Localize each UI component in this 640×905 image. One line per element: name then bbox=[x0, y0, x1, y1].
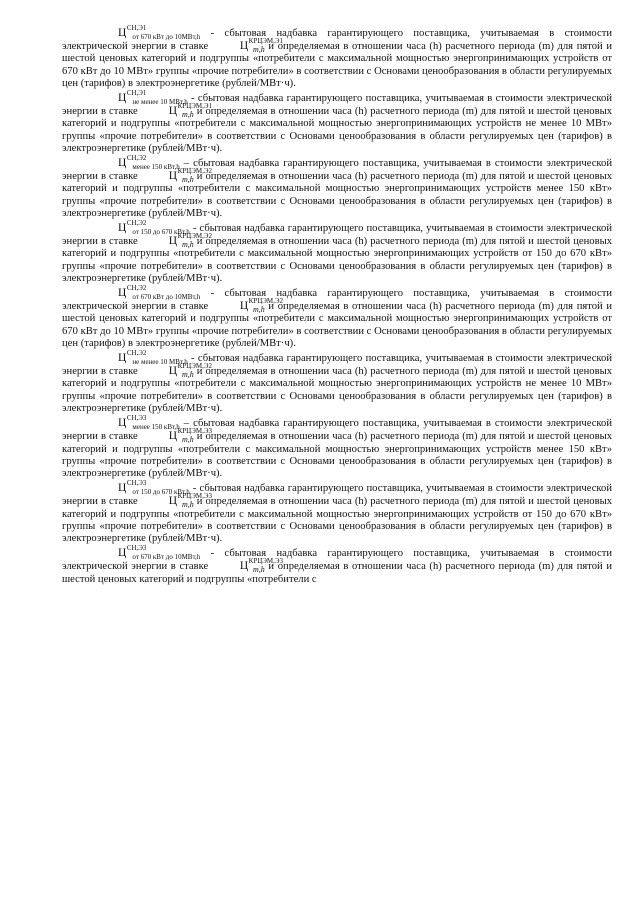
rate-symbol-superscript: КРЦЭМ,Э3 bbox=[248, 557, 283, 566]
symbol-subscript: от 670 кВт до 10МВт,h bbox=[132, 293, 201, 302]
definition-tail-text: и определяемая в отношении часа (h) расчетного периода (m) для пятой и шестой ценовых категорий и подгруппы «потребители с максимальной мощностью энергопринимающих устройств не менее 10 МВт» группы «прочие потребители» в соответствии с Основами ценообразования в области регулируемых цен (тарифов) в электроэнергетике (рублей/МВт·ч). bbox=[62, 106, 612, 154]
symbol-subscript: не менее 10 МВт,h bbox=[132, 358, 188, 367]
definition-text: сбытовая надбавка гарантирующего поставщика, учитываемая в стоимости электрической энергии в ставке bbox=[62, 548, 612, 573]
tariff-symbol bbox=[90, 219, 190, 237]
rate-symbol-base: Ц bbox=[168, 365, 178, 378]
symbol-subscript: менее 150 кВт,h bbox=[132, 163, 180, 172]
rate-symbol bbox=[212, 557, 283, 575]
symbol-subscript: от 670 кВт до 10МВт,h bbox=[132, 553, 201, 562]
definition-dash: - bbox=[210, 548, 215, 560]
tariff-symbol bbox=[90, 349, 188, 367]
symbol-base: Ц bbox=[118, 27, 127, 39]
definition-paragraph bbox=[62, 25, 612, 90]
rate-symbol-subscript: m,h bbox=[253, 565, 265, 575]
symbol-base: Ц bbox=[118, 157, 127, 170]
definition-text: сбытовая надбавка гарантирующего поставщика, учитываемая в стоимости электрической энергии в ставке bbox=[62, 158, 612, 183]
definition-dash: - bbox=[210, 288, 215, 300]
definition-tail-text: и определяемая в отношении часа (h) расчетного периода (m) для пятой и шестой ценовых категорий и подгруппы «потребители с максимальной мощностью энергопринимающих устройств от 150 до 670 кВт» группы «прочие потребители» в соответствии с Основами ценообразования в области регулируемых цен (тарифов) в электроэнергетике (рублей/МВт·ч). bbox=[62, 236, 612, 284]
rate-symbol-base: Ц bbox=[168, 430, 178, 443]
symbol-subscript: от 150 до 670 кВт,h bbox=[132, 488, 190, 497]
rate-symbol-base: Ц bbox=[168, 170, 178, 183]
definition-tail-text: и определяемая в отношении часа (h) расчетного периода (m) для пятой и шестой ценовых категорий и подгруппы «потребители с bbox=[62, 561, 612, 585]
definition-paragraph bbox=[62, 220, 612, 285]
rate-symbol-base: Ц bbox=[168, 235, 178, 248]
definition-tail-text: и определяемая в отношении часа (h) расчетного периода (m) для пятой и шестой ценовых категорий и подгруппы «потребители с максимальной мощностью энергопринимающих устройств от 670 кВт до 10 МВт» группы «прочие потребители» в соответствии с Основами ценообразования в области регулируемых цен (тарифов) в электроэнергетике (рублей/МВт·ч). bbox=[62, 41, 612, 89]
symbol-superscript: СН,Э3 bbox=[126, 479, 147, 488]
tariff-symbol bbox=[90, 284, 201, 302]
rate-symbol bbox=[141, 102, 212, 120]
symbol-subscript: от 150 до 670 кВт,h bbox=[132, 228, 190, 237]
symbol-base: Ц bbox=[118, 352, 127, 365]
rate-symbol-base: Ц bbox=[239, 560, 249, 573]
definition-dash: - bbox=[192, 483, 197, 495]
rate-symbol bbox=[212, 37, 283, 55]
symbol-superscript: СН,Э1 bbox=[126, 89, 147, 98]
rate-symbol-subscript: m,h bbox=[253, 45, 265, 55]
rate-symbol bbox=[212, 297, 283, 315]
rate-symbol-superscript: КРЦЭМ,Э2 bbox=[177, 232, 212, 241]
rate-symbol bbox=[141, 427, 212, 445]
definition-paragraph bbox=[62, 155, 612, 220]
symbol-base: Ц bbox=[118, 482, 127, 495]
rate-symbol-base: Ц bbox=[168, 105, 178, 118]
symbol-base: Ц bbox=[118, 92, 127, 105]
definition-paragraph bbox=[62, 415, 612, 480]
symbol-base: Ц bbox=[118, 417, 127, 430]
tariff-symbol bbox=[90, 479, 190, 497]
tariff-symbol bbox=[90, 414, 180, 432]
symbol-base: Ц bbox=[118, 287, 127, 300]
definition-text: сбытовая надбавка гарантирующего поставщика, учитываемая в стоимости электрической энергии в ставке bbox=[62, 418, 612, 443]
definition-paragraph bbox=[62, 350, 612, 415]
rate-symbol-subscript: m,h bbox=[181, 175, 194, 185]
tariff-symbol bbox=[90, 24, 201, 41]
definition-tail-text: и определяемая в отношении часа (h) расчетного периода (m) для пятой и шестой ценовых категорий и подгруппы «потребители с максимальной мощностью энергопринимающих устройств не менее 10 МВт» группы «прочие потребители» в соответствии с Основами ценообразования в области регулируемых цен (тарифов) в электроэнергетике (рублей/МВт·ч). bbox=[62, 366, 612, 414]
symbol-superscript: СН,Э2 bbox=[126, 154, 147, 163]
definition-paragraph bbox=[62, 545, 612, 586]
definition-text: сбытовая надбавка гарантирующего поставщика, учитываемая в стоимости электрической энергии в ставке bbox=[62, 93, 612, 118]
symbol-subscript: от 670 кВт до 10МВт,h bbox=[132, 33, 201, 41]
definition-text: сбытовая надбавка гарантирующего поставщика, учитываемая в стоимости электрической энергии в ставке bbox=[62, 28, 612, 53]
symbol-superscript: СН,Э2 bbox=[126, 349, 147, 358]
symbol-base: Ц bbox=[118, 547, 127, 560]
rate-symbol-superscript: КРЦЭМ,Э2 bbox=[177, 167, 212, 176]
definition-text: сбытовая надбавка гарантирующего поставщика, учитываемая в стоимости электрической энергии в ставке bbox=[62, 483, 612, 508]
definition-tail-text: и определяемая в отношении часа (h) расчетного периода (m) для пятой и шестой ценовых категорий и подгруппы «потребители с максимальной мощностью энергопринимающих устройств от 150 до 670 кВт» группы «прочие потребители» в соответствии с Основами ценообразования в области регулируемых цен (тарифов) в электроэнергетике (рублей/МВт·ч). bbox=[62, 496, 612, 544]
rate-symbol-subscript: m,h bbox=[181, 435, 194, 445]
definition-tail-text: и определяемая в отношении часа (h) расчетного периода (m) для пятой и шестой ценовых категорий и подгруппы «потребители с максимальной мощностью энергопринимающих устройств менее 150 кВт» группы «прочие потребители» в соответствии с Основами ценообразования в области регулируемых цен (тарифов) в электроэнергетике (рублей/МВт·ч). bbox=[62, 431, 612, 479]
rate-symbol-superscript: КРЦЭМ,Э1 bbox=[177, 102, 212, 111]
symbol-subscript: менее 150 кВт,h bbox=[132, 423, 180, 432]
definition-dash: – bbox=[183, 158, 190, 170]
tariff-symbol bbox=[90, 89, 188, 107]
definition-tail-text: и определяемая в отношении часа (h) расчетного периода (m) для пятой и шестой ценовых категорий и подгруппы «потребители с максимальной мощностью энергопринимающих устройств от 670 кВт до 10 МВт» группы «прочие потребители» в соответствии с Основами ценообразования в области регулируемых цен (тарифов) в электроэнергетике (рублей/МВт·ч). bbox=[62, 301, 612, 349]
definition-text: сбытовая надбавка гарантирующего поставщика, учитываемая в стоимости электрической энергии в ставке bbox=[62, 353, 612, 378]
tariff-symbol bbox=[90, 154, 180, 172]
rate-symbol bbox=[141, 232, 212, 250]
rate-symbol-subscript: m,h bbox=[181, 370, 194, 380]
definition-dash: - bbox=[210, 28, 215, 39]
definition-paragraph bbox=[62, 480, 612, 545]
rate-symbol-subscript: m,h bbox=[181, 240, 194, 250]
symbol-superscript: СН,Э1 bbox=[126, 24, 147, 32]
symbol-superscript: СН,Э3 bbox=[126, 414, 147, 423]
rate-symbol bbox=[141, 362, 212, 380]
symbol-subscript: не менее 10 МВт,h bbox=[132, 98, 188, 107]
rate-symbol-superscript: КРЦЭМ,Э1 bbox=[248, 37, 283, 46]
rate-symbol-superscript: КРЦЭМ,Э2 bbox=[177, 362, 212, 371]
rate-symbol-superscript: КРЦЭМ,Э3 bbox=[177, 427, 212, 436]
definition-paragraph bbox=[62, 285, 612, 350]
rate-symbol-subscript: m,h bbox=[181, 110, 194, 120]
definition-text: сбытовая надбавка гарантирующего поставщика, учитываемая в стоимости электрической энергии в ставке bbox=[62, 288, 612, 313]
definition-paragraph bbox=[62, 90, 612, 155]
rate-symbol-superscript: КРЦЭМ,Э3 bbox=[177, 492, 212, 501]
definition-text: сбытовая надбавка гарантирующего поставщика, учитываемая в стоимости электрической энергии в ставке bbox=[62, 223, 612, 248]
symbol-superscript: СН,Э2 bbox=[126, 284, 147, 293]
definition-tail-text: и определяемая в отношении часа (h) расчетного периода (m) для пятой и шестой ценовых категорий и подгруппы «потребители с максимальной мощностью энергопринимающих устройств менее 150 кВт» группы «прочие потребители» в соответствии с Основами ценообразования в области регулируемых цен (тарифов) в электроэнергетике (рублей/МВт·ч). bbox=[62, 171, 612, 219]
symbol-superscript: СН,Э3 bbox=[126, 544, 147, 553]
definition-dash: - bbox=[192, 223, 197, 235]
symbol-superscript: СН,Э2 bbox=[126, 219, 147, 228]
rate-symbol-base: Ц bbox=[168, 495, 178, 508]
rate-symbol bbox=[141, 167, 212, 185]
rate-symbol-base: Ц bbox=[239, 300, 249, 313]
definition-dash: - bbox=[191, 93, 195, 105]
symbol-base: Ц bbox=[118, 222, 127, 235]
rate-symbol-subscript: m,h bbox=[253, 305, 265, 315]
rate-symbol-superscript: КРЦЭМ,Э2 bbox=[248, 297, 283, 306]
definition-dash: - bbox=[191, 353, 195, 365]
rate-symbol bbox=[141, 492, 212, 510]
tariff-symbol bbox=[90, 544, 201, 562]
rate-symbol-subscript: m,h bbox=[181, 500, 194, 510]
rate-symbol-base: Ц bbox=[239, 40, 249, 53]
definition-dash: – bbox=[183, 418, 190, 430]
